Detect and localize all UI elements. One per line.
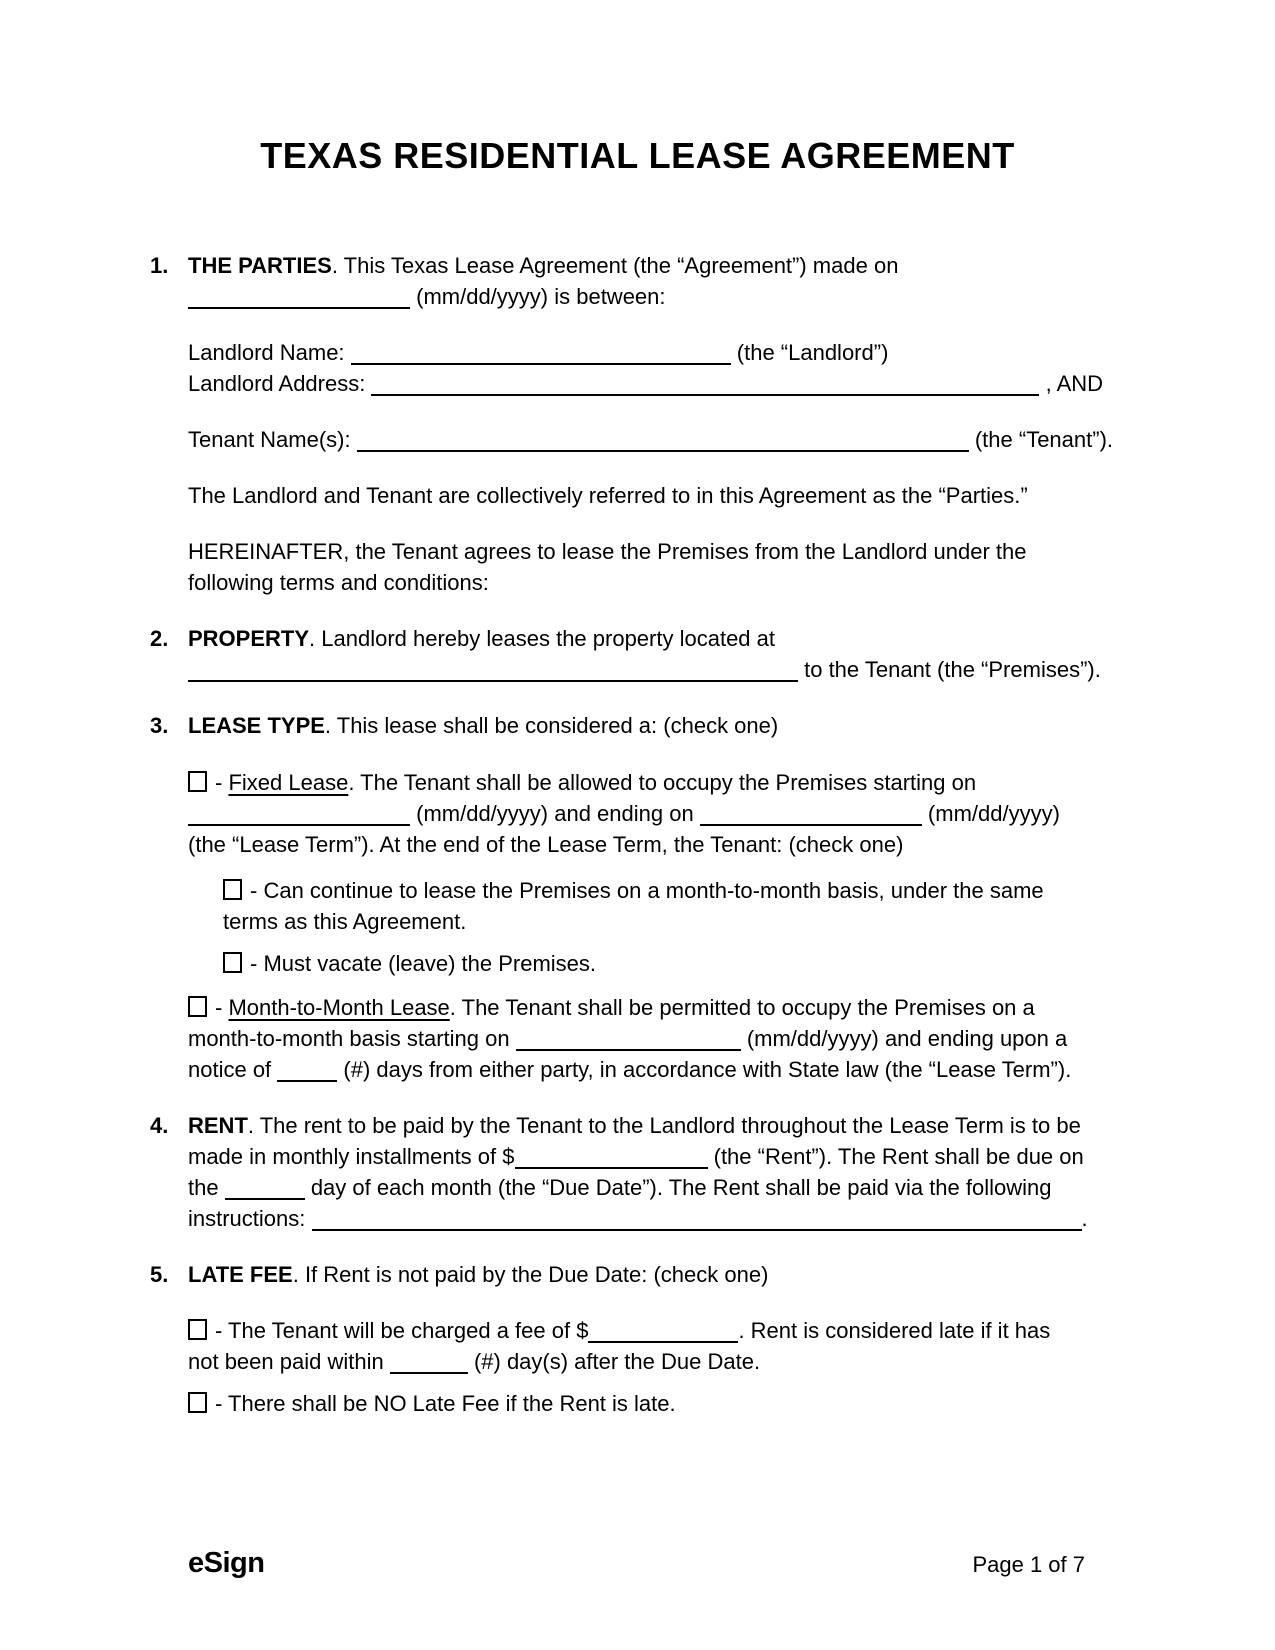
property-after-blank: to the Tenant (the “Premises”). [798,657,1101,682]
late-fee-text-line1-end: . Rent is considered late if it has [738,1318,1051,1343]
landlord-name-suffix: (the “Landlord”) [730,340,889,365]
must-vacate-checkbox[interactable] [223,952,242,973]
month-to-month-text-line2-start: month-to-month basis starting on [188,1026,516,1051]
landlord-name-label: Landlord Name: [188,340,351,365]
section-property [150,623,1125,710]
late-fee-dash: - [215,1318,229,1343]
page-number-label: Page 1 of 7 [972,1552,1085,1577]
month-to-month-start-date-blank-field[interactable] [516,1027,741,1051]
late-fee-intro-paragraph [188,1259,1125,1290]
section-number-5: 5. [150,1262,169,1287]
fixed-lease-option [188,767,1125,860]
section-number-4: 4. [150,1113,169,1138]
section-rent [150,1110,1125,1259]
rent-text-line2-start: made in monthly installments of $ [188,1144,515,1169]
rent-text-line3-end: day of each month (the “Due Date”). The Rent shall be paid via the following [304,1175,1052,1200]
late-fee-intro-text: . If Rent is not paid by the Due Date: (check one) [292,1262,769,1287]
tenant-name-blank-field[interactable] [357,428,969,452]
rent-text-line1: . The rent to be paid by the Tenant to the Landlord throughout the Lease Term is to be [247,1113,1081,1138]
no-late-fee-text: There shall be NO Late Fee if the Rent is late. [228,1391,676,1416]
hereinafter-text [188,536,1125,598]
landlord-info-paragraph [188,337,1125,399]
fixed-lease-start-date-blank-field[interactable] [188,802,410,826]
fixed-lease-text-line3: (the “Lease Term”). At the end of the Lease Term, the Tenant: (check one) [188,832,904,857]
tenant-name-suffix: (the “Tenant”). [968,427,1114,452]
section-late-fee [150,1259,1125,1444]
rent-instructions-blank-field[interactable] [312,1207,1082,1231]
landlord-name-blank-field[interactable] [351,341,731,365]
fixed-lease-dash: - [215,770,229,795]
rent-paragraph [188,1110,1125,1234]
landlord-address-blank-field[interactable] [371,372,1039,396]
section-heading-the-parties: THE PARTIES [188,253,332,278]
continue-option-line1: Can continue to lease the Premises on a month-to-month basis, under the same [263,878,1044,903]
property-address-blank-field[interactable] [188,658,798,682]
notice-days-blank-field[interactable] [277,1058,337,1082]
fixed-lease-label: Fixed Lease [228,770,349,795]
section-number-3: 3. [150,713,169,738]
month-to-month-dash: - [215,995,229,1020]
section-heading-property: PROPERTY [188,626,310,651]
rent-text-line3-start: the [188,1175,225,1200]
tenant-info-paragraph [188,424,1125,455]
late-fee-text-line2-start: not been paid within [188,1349,390,1374]
fixed-lease-text-line1: . The Tenant shall be allowed to occupy the Premises starting on [348,770,977,795]
late-fee-text-line2-end: (#) day(s) after the Due Date. [467,1349,761,1374]
month-to-month-text-line2-end: (mm/dd/yyyy) and ending upon a [740,1026,1068,1051]
page-footer [188,1548,1085,1580]
late-fee-days-blank-field[interactable] [390,1350,468,1374]
property-intro-text: . Landlord hereby leases the property located at [309,626,775,651]
no-late-fee-dash: - [215,1391,229,1416]
lease-type-intro-text: . This lease shall be considered a: (check one) [324,713,779,738]
parties-collective-text: The Landlord and Tenant are collectively referred to in this Agreement as the “Parties.” [188,483,1028,508]
no-late-fee-option [188,1388,1125,1419]
late-fee-charged-checkbox[interactable] [188,1319,207,1340]
landlord-address-label: Landlord Address: [188,371,372,396]
section-lease-type [150,710,1125,1110]
month-to-month-text-line3-start: notice of [188,1057,278,1082]
agreement-date-blank-field[interactable] [188,285,410,309]
late-fee-text-line1-start: The Tenant will be charged a fee of $ [228,1318,589,1343]
tenant-name-label: Tenant Name(s): [188,427,357,452]
hereinafter-line1: HEREINAFTER, the Tenant agrees to lease the Premises from the Landlord under the [188,539,1027,564]
continue-option-dash: - [250,878,264,903]
rent-text-line4-end: . [1081,1206,1088,1231]
month-to-month-text-line3-end: (#) days from either party, in accordance with State law (the “Lease Term”). [337,1057,1072,1082]
parties-intro-after-date: (mm/dd/yyyy) is between: [410,284,666,309]
section-heading-late-fee: LATE FEE [188,1262,293,1287]
month-to-month-lease-label: Month-to-Month Lease [228,995,450,1020]
vacate-option-text: Must vacate (leave) the Premises. [263,951,597,976]
section-heading-rent: RENT [188,1113,248,1138]
continue-month-to-month-option [223,875,1125,937]
month-to-month-lease-checkbox[interactable] [188,996,207,1017]
section-the-parties [150,250,1125,623]
fixed-lease-end-date-blank-field[interactable] [700,802,922,826]
month-to-month-text-line1: . The Tenant shall be permitted to occupy the Premises on a [449,995,1035,1020]
no-late-fee-checkbox[interactable] [188,1392,207,1413]
rent-amount-blank-field[interactable] [515,1145,708,1169]
section-number-2: 2. [150,626,169,651]
parties-intro-text: . This Texas Lease Agreement (the “Agreement”) made on [331,253,899,278]
continue-month-to-month-checkbox[interactable] [223,879,242,900]
parties-intro-paragraph [188,250,1125,312]
rent-due-day-blank-field[interactable] [225,1176,305,1200]
fixed-lease-text-line2: (mm/dd/yyyy) and ending on [410,801,700,826]
section-number-1: 1. [150,253,169,278]
hereinafter-line2: following terms and conditions: [188,570,489,595]
lease-type-intro-paragraph [188,710,1125,741]
document-title: TEXAS RESIDENTIAL LEASE AGREEMENT [260,135,1015,176]
section-heading-lease-type: LEASE TYPE [188,713,325,738]
vacate-option-dash: - [250,951,264,976]
esign-logo: eSign [188,1547,265,1579]
fixed-lease-checkbox[interactable] [188,771,207,792]
property-paragraph [188,623,1125,685]
late-fee-charged-option [188,1315,1125,1377]
rent-text-line4-start: instructions: [188,1206,312,1231]
late-fee-amount-blank-field[interactable] [588,1319,738,1343]
landlord-address-suffix: , AND [1039,371,1104,396]
month-to-month-lease-option [188,992,1125,1085]
rent-text-line2-end: (the “Rent”). The Rent shall be due on [707,1144,1084,1169]
continue-option-line2: terms as this Agreement. [223,909,467,934]
fixed-lease-text-line2-end: (mm/dd/yyyy) [921,801,1060,826]
document-content [150,250,1125,1444]
must-vacate-option [223,948,1125,979]
